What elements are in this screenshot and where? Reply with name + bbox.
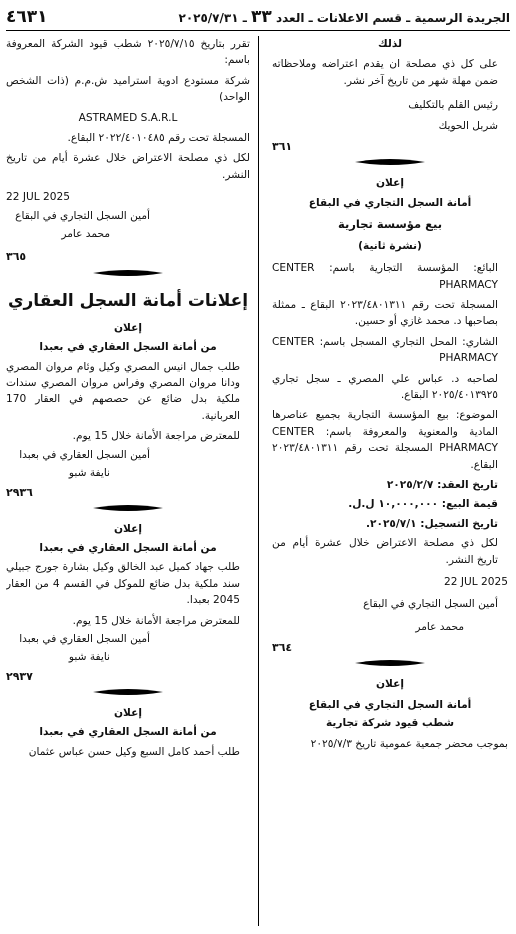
notice-body: على كل ذي مصلحة ان يقدم اعتراضه وملاحظاته ضمن مهلة شهر من تاريخ آخر نشر. (272, 58, 498, 87)
header-date: ـ ٢٠٢٥/٧/٣١ (178, 10, 247, 25)
notice-heading: لذلك (378, 38, 402, 50)
seller-line: البائع: المؤسسة التجارية باسم: CENTER PHARMACY (272, 262, 498, 291)
sale-subject: الموضوع: بيع المؤسسة التجارية بجميع عناصرها المادية والمعنوية والمعروفة باسم: CENTER PHARMACY المسجلة تحت رقم ٢٠٢٣/٤٨٠١٣١١ البقاع. (272, 409, 498, 471)
company-latin-name: ASTRAMED S.A.R.L (78, 111, 178, 124)
notice-heading: إعلان (114, 321, 142, 334)
date-stamp: 22 JUL 2025 (6, 191, 70, 204)
notice-number: ٣٦٤ (272, 641, 293, 655)
notice-body: بموجب محضر جمعية عمومية تاريخ ٢٠٢٥/٧/٣ (310, 737, 508, 750)
objection-text: لكل ذي مصلحة الاعتراض خلال عشرة أيام من تاريخ النشر. (272, 537, 498, 566)
buyer-line: الشاري: المحل التجاري المسجل باسم: CENTER PHARMACY (272, 335, 498, 365)
notice-authority: من أمانة السجل العقاري في بعبدا (39, 341, 217, 354)
header-title-text: الجريدة الرسمية ـ قسم الاعلانات ـ العدد (275, 10, 510, 25)
notice-heading: إعلان (376, 678, 404, 691)
header-issue-number: ٣٣ (251, 6, 272, 27)
notice-number: ٣٦٥ (6, 250, 27, 264)
notice-heading: إعلان (376, 177, 404, 190)
company-name: شركة مستودع ادوية استراميد ش.م.م (ذات الشخص الواحد) (6, 74, 250, 104)
notice-authority: من أمانة السجل العقاري في بعبدا (39, 541, 217, 554)
signature-title: أمين السجل التجاري في البقاع (15, 209, 150, 222)
notice-authority: أمانة السجل التجاري في البقاع (308, 197, 472, 210)
page-header (6, 4, 510, 31)
section-title: إعلانات أمانة السجل العقاري (7, 290, 249, 311)
right-column (272, 36, 508, 934)
page-number: ٤٦٣١ (6, 6, 48, 27)
separator-ornament (6, 685, 250, 699)
notice-number: ٣٦١ (272, 140, 293, 154)
signature-title: أمين السجل العقاري في بعبدا (19, 448, 150, 461)
notice-number: ٢٩٣٦ (6, 485, 33, 499)
notice-heading: إعلان (114, 522, 142, 535)
signature-title: أمين السجل العقاري في بعبدا (19, 633, 150, 645)
objection-text: لكل ذي مصلحة الاعتراض خلال عشرة أيام من تاريخ النشر. (6, 152, 250, 181)
notice-body: طلب جمال انيس المصري وكيل وئام مروان المصري ودانا مروان المصري وفراس مروان المصري سندات ملكية بدل ضائع عن حصصهم في العقار 170 العربانية. (6, 360, 240, 422)
separator-ornament (272, 656, 508, 670)
objection-text: للمعترض مراجعة الأمانة خلال 15 يوم. (72, 430, 240, 443)
notice-edition: (نشرة ثانية) (358, 239, 422, 252)
notice-body: طلب جهاد كميل عبد الخالق وكيل بشارة جورج جبيلي سند ملكية بدل ضائع للموكل في القسم 4 من العقار 2045 بعبدا. (6, 561, 240, 607)
signature-name: نايفة شبو (68, 651, 110, 664)
notice-authority: أمانة السجل التجاري في البقاع (308, 698, 472, 711)
objection-text: للمعترض مراجعة الأمانة خلال 15 يوم. (72, 614, 240, 627)
separator-ornament (272, 155, 508, 169)
signature-name: شربل الحويك (438, 119, 498, 132)
separator-ornament (6, 501, 250, 515)
left-column (6, 36, 250, 934)
notice-subject: شطب قيود شركة تجارية (325, 717, 455, 730)
notice-body: تقرر بتاريخ ٢٠٢٥/٧/١٥ شطب قيود الشركة المعروفة باسم: (6, 38, 250, 67)
notice-body: طلب أحمد كامل السبع وكيل حسن عباس عثمان (28, 745, 240, 758)
signature-title: أمين السجل التجاري في البقاع (363, 598, 498, 611)
signature-name: محمد عامر (61, 228, 110, 241)
column-divider (258, 36, 259, 926)
sale-value: قيمة البيع: ١٠,٠٠٠,٠٠٠ ل.ل. (348, 498, 498, 511)
company-registration: المسجلة تحت رقم ٢٠٢٢/٤٠١٠٤٨٥ البقاع. (67, 132, 250, 145)
signature-name: محمد عامر (415, 620, 464, 633)
buyer-owner: لصاحبه د. عباس علي المصري ـ سجل تجاري ٢٠٢٥/٤٠١٣٩٢٥ البقاع. (272, 372, 498, 401)
registration-date: تاريخ التسجيل: ٢٠٢٥/٧/١. (366, 517, 498, 530)
signature-title: رئيس القلم بالتكليف (408, 99, 498, 112)
header-title (179, 4, 511, 30)
signature-name: نايفة شبو (68, 467, 110, 480)
notice-subject: بيع مؤسسة تجارية (337, 216, 443, 231)
notice-heading: إعلان (114, 706, 142, 719)
notice-authority: من أمانة السجل العقاري في بعبدا (39, 726, 217, 739)
notice-number: ٢٩٣٧ (6, 669, 33, 683)
separator-ornament (6, 266, 250, 280)
date-stamp: 22 JUL 2025 (444, 576, 508, 589)
seller-registration: المسجلة تحت رقم ٢٠٢٣/٤٨٠١٣١١ البقاع ـ ممثلة بصاحبها د. محمد غازي أو حسين. (272, 298, 499, 328)
contract-date: تاريخ العقد: ٢٠٢٥/٢/٧ (386, 478, 498, 491)
